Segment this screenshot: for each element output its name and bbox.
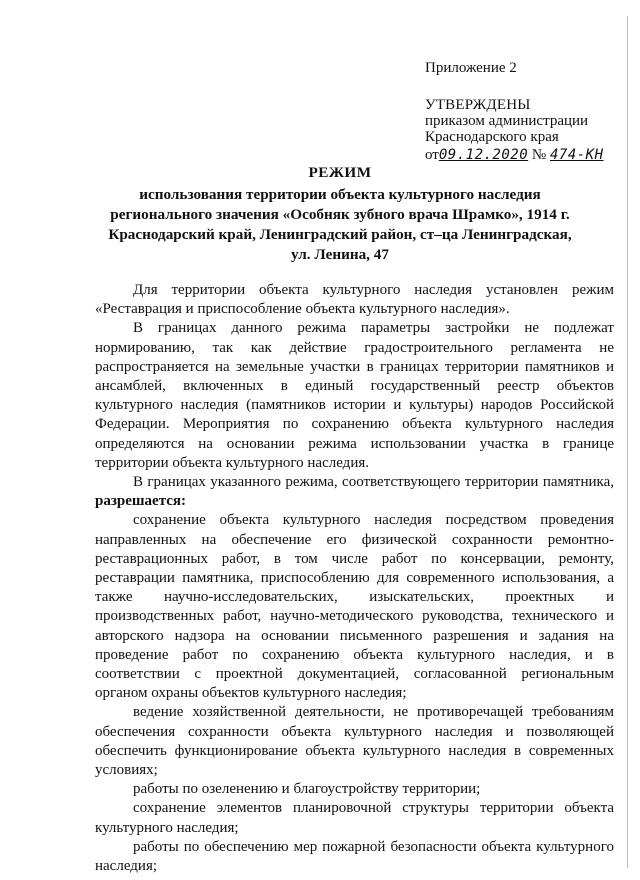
list-item-preservation: сохранение объекта культурного наследия посредством проведения направленных на обеспечение его физической сохранности ремонтно-реставрационных работ, в том числе работ по консервации, ремонту, реставрации памятника, приспособлению для современного использования, а также научно-исследовательских, изыскательских, проектных и производственных работ, научно-методического руководства, технического и авторского надзора на основании письменного разрешения и задания на проведение работ по сохранению объекта культурного наследия, и в соответствии с проектной документацией, согласованной региональным органом охраны объектов культурного наследия; [95,512,614,702]
approved-line-2: Краснодарского края [425,129,559,145]
allowed-keyword: разрешается: [95,493,187,510]
list-item-economic-activity: ведение хозяйственной деятельности, не противоречащей требованиям обеспечения сохранности объекта культурного наследия и позволяющей обеспечить функционирование объекта культурного наследия в современных условиях; [95,704,614,779]
document-title-block [80,163,600,265]
approved-title: УТВЕРЖДЕНЫ [425,97,531,113]
appendix-label: Приложение 2 [425,60,517,76]
title-line-4: ул. Ленина, 47 [291,246,389,263]
list-item-planning-structure: сохранение элементов планировочной структуры территории объекта культурного наследия; [95,800,614,836]
approval-block [425,97,604,163]
approval-date-line [425,147,604,163]
document-body [95,281,614,876]
approved-line-1: приказом администрации [425,113,589,129]
list-item-landscaping: работы по озеленению и благоустройству территории; [133,781,481,798]
document-heading: РЕЖИМ [308,164,372,181]
handwritten-number: 474-КН [549,147,604,163]
number-sign: № [531,147,547,163]
paragraph-allowed-intro [95,473,614,511]
title-line-3: Краснодарский край, Ленинградский район, ст–ца Ленинградская, [108,226,572,243]
allowed-intro-text: В границах указанного режима, соответствующего территории памятника, [133,474,614,491]
scan-edge-line [627,16,628,868]
title-line-2: регионального значения «Особняк зубного врача Шрамко», 1914 г. [110,206,570,223]
date-prefix: от [425,147,439,163]
paragraph-boundaries: В границах данного режима параметры застройки не подлежат нормированию, так как действие градостроительного регламента не распространяется на земельные участки в границах территории памятников и ансамблей, включенных в единый государственный реестр объектов культурного наследия (памятников истории и культуры) народов Российской Федерации. Мероприятия по сохранению объекта культурного наследия определяются на основании режима использовании участка в границе территории объекта культурного наследия. [95,320,614,471]
list-item-fire-safety: работы по обеспечению мер пожарной безопасности объекта культурного наследия; [95,838,614,875]
handwritten-date: 09.12.2020 [438,147,529,163]
paragraph-regime: Для территории объекта культурного наследия установлен режим «Реставрация и приспособление объекта культурного наследия». [95,282,614,318]
title-line-1: использования территории объекта культурного наследия [139,186,541,203]
